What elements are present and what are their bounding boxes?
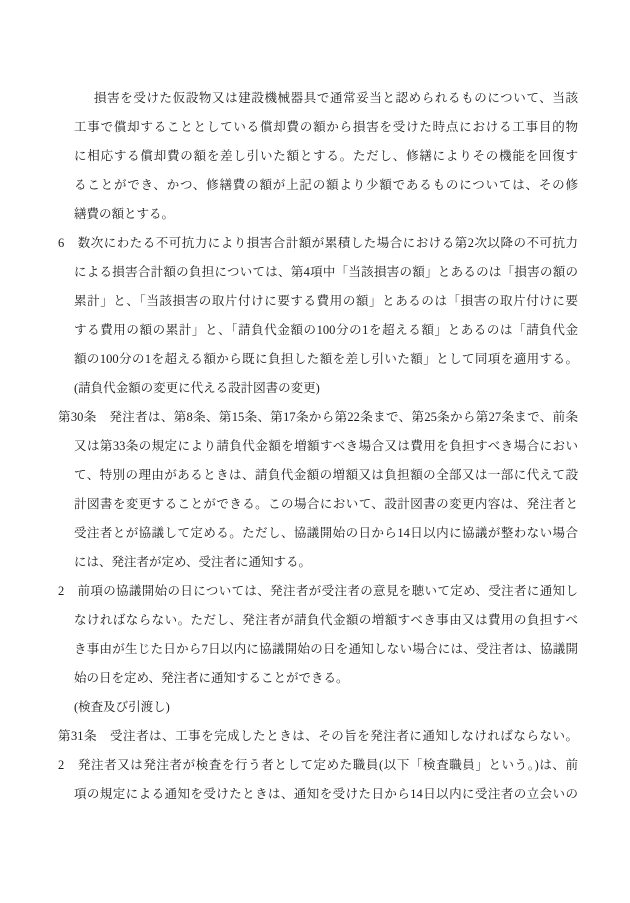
- text-line: による損害合計額の負担については、第4項中「当該損害の額」とあるのは「損害の額の: [74, 265, 578, 279]
- text-line: 繕費の額とする。: [74, 207, 175, 221]
- text-line: 受注者とが協議して定める。ただし、協議開始の日から14日以内に協議が整わない場合: [74, 526, 578, 540]
- text-line: 工事で償却することとしている償却費の額から損害を受けた時点における工事目的物: [74, 120, 578, 134]
- article-30-para-1: [58, 403, 578, 577]
- text-line: 項の規定による通知を受けたときは、通知を受けた日から14日以内に受注者の立会いの: [74, 787, 578, 801]
- clause-29-item-5-continuation: [58, 84, 578, 229]
- text-line: に相応する償却費の額を差し引いた額とする。ただし、修繕によりその機能を回復す: [74, 149, 578, 163]
- section-heading: (検査及び引渡し): [74, 700, 170, 714]
- text-line: 計図書を変更することができる。この場合において、設計図書の変更内容は、発注者と: [74, 497, 578, 511]
- article-31-heading: [58, 693, 578, 722]
- article-30-para-2: [58, 577, 578, 693]
- text-line: き事由が生じた日から7日以内に協議開始の日を通知しない場合には、受注者は、協議開: [74, 642, 578, 656]
- clause-29-item-6: [58, 229, 578, 374]
- text-line: なければならない。ただし、発注者が請負代金額の増額すべき事由又は費用の負担すべ: [74, 613, 578, 627]
- text-line: 損害を受けた仮設物又は建設機械器具で通常妥当と認められるものについて、当該: [94, 91, 578, 105]
- article-30-heading: [58, 374, 578, 403]
- text-line: 累計」と、「当該損害の取片付けに要する費用の額」とあるのは「損害の取片付けに要: [74, 294, 578, 308]
- text-line: 始の日を定め、発注者に通知することができる。: [74, 671, 349, 685]
- text-line: には、発注者が定め、受注者に通知する。: [74, 555, 312, 569]
- paragraph-number-line: 2 前項の協議開始の日については、発注者が受注者の意見を聴いて定め、受注者に通知し: [58, 584, 578, 598]
- article-number-line: 第31条 受注者は、工事を完成したときは、その旨を発注者に通知しなければならない。: [58, 729, 578, 743]
- contract-text-body: [58, 84, 578, 809]
- article-31-para-1: [58, 722, 578, 751]
- article-number-line: 第30条 発注者は、第8条、第15条、第17条から第22条まで、第25条から第27条まで、前条: [58, 410, 578, 424]
- text-line: ることができ、かつ、修繕費の額が上記の額より少額であるものについては、その修: [74, 178, 578, 192]
- paragraph-number-line: 2 発注者又は発注者が検査を行う者として定めた職員(以下「検査職員」という。)は、前: [58, 758, 578, 772]
- text-line: 6 数次にわたる不可抗力により損害合計額が累積した場合における第2次以降の不可抗力: [58, 236, 578, 250]
- text-line: て、特別の理由があるときは、請負代金額の増額又は負担額の全部又は一部に代えて設: [74, 468, 578, 482]
- text-line: 又は第33条の規定により請負代金額を増額すべき場合又は費用を負担すべき場合におい: [74, 439, 578, 453]
- article-31-para-2: [58, 751, 578, 809]
- section-heading: (請負代金額の変更に代える設計図書の変更): [74, 381, 320, 395]
- text-line: する費用の額の累計」と、「請負代金額の100分の1を超える額」とあるのは「請負代金: [74, 323, 578, 337]
- text-line: 額の100分の1を超える額から既に負担した額を差し引いた額」として同項を適用する。: [74, 352, 578, 366]
